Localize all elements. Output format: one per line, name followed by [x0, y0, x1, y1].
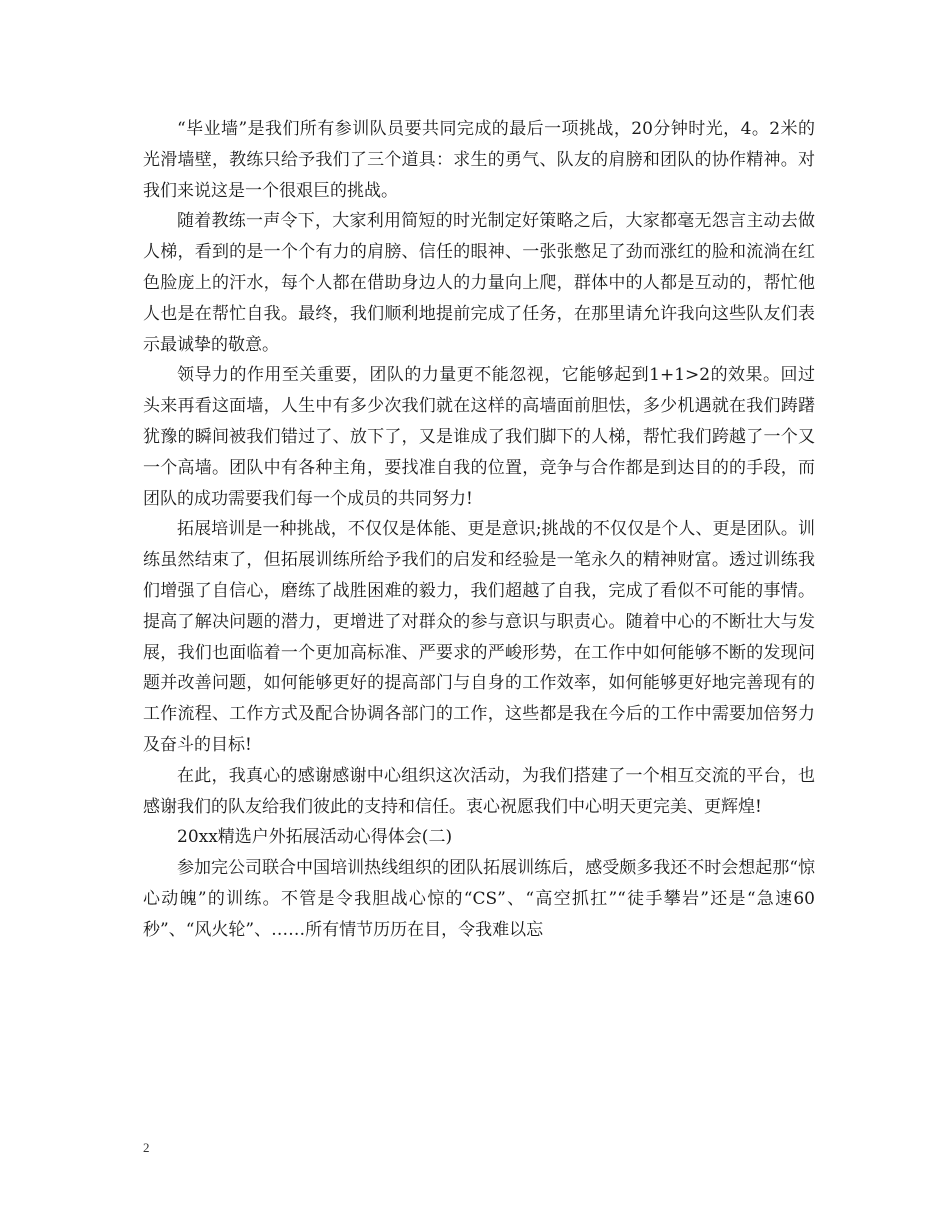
paragraph-second-article-intro: 参加完公司联合中国培训热线组织的团队拓展训练后，感受颇多我还不时会想起那“惊心动魄”的训练。不管是令我胆战心惊的“CS”、“高空抓扛”“徒手攀岩”还是“急速60秒”、“风火轮”、……所有情节历历在目，令我难以忘	[143, 858, 815, 940]
paragraph-graduation-wall: “毕业墙”是我们所有参训队员要共同完成的最后一项挑战，20分钟时光，4。2米的光滑墙壁，教练只给予我们了三个道具：求生的勇气、队友的肩膀和团队的协作精神。对我们来说这是一个很艰巨的挑战。	[143, 119, 815, 201]
section-heading: 20xx精选户外拓展活动心得体会(二)	[177, 827, 453, 848]
document-body	[143, 114, 815, 946]
paragraph-human-ladder: 随着教练一声令下，大家利用简短的时光制定好策略之后，大家都毫无怨言主动去做人梯，看到的是一个个有力的肩膀、信任的眼神、一张张憋足了劲而涨红的脸和流淌在红色脸庞上的汗水，每个人都在借助身边人的力量向上爬，群体中的人都是互动的，帮忙他人也是在帮忙自我。最终，我们顺利地提前完成了任务，在那里请允许我向这些队友们表示最诚挚的敬意。	[143, 211, 815, 355]
paragraph-leadership: 领导力的作用至关重要，团队的力量更不能忽视，它能够起到1+1>2的效果。回过头来再看这面墙，人生中有多少次我们就在这样的高墙面前胆怯，多少机遇就在我们踌躇犹豫的瞬间被我们错过了、放下了，又是谁成了我们脚下的人梯，帮忙我们跨越了一个又一个高墙。团队中有各种主角，要找准自我的位置，竞争与合作都是到达目的的手段，而团队的成功需要我们每一个成员的共同努力!	[143, 365, 815, 509]
page-number: 2	[143, 1140, 150, 1155]
paragraph-training-challenge: 拓展培训是一种挑战，不仅仅是体能、更是意识;挑战的不仅仅是个人、更是团队。训练虽然结束了，但拓展训练所给予我们的启发和经验是一笔永久的精神财富。透过训练我们增强了自信心，磨练了战胜困难的毅力，我们超越了自我，完成了看似不可能的事情。提高了解决问题的潜力，更增进了对群众的参与意识与职责心。随着中心的不断壮大与发展，我们也面临着一个更加高标准、严要求的严峻形势，在工作中如何能够不断的发现问题并改善问题，如何能够更好的提高部门与自身的工作效率，如何能够更好地完善现有的工作流程、工作方式及配合协调各部门的工作，这些都是我在今后的工作中需要加倍努力及奋斗的目标!	[143, 519, 815, 755]
paragraph-thanks: 在此，我真心的感谢感谢中心组织这次活动，为我们搭建了一个相互交流的平台，也感谢我们的队友给我们彼此的支持和信任。衷心祝愿我们中心明天更完美、更辉煌!	[143, 765, 815, 817]
